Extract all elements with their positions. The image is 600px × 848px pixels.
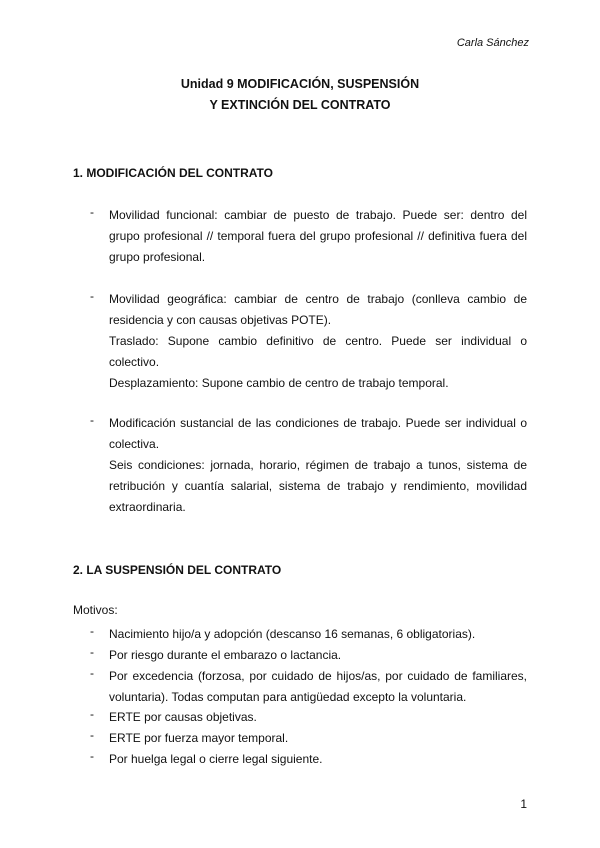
list-dash: - (90, 666, 94, 680)
document-title (0, 74, 600, 116)
list-item-text: Desplazamiento: Supone cambio de centro de trabajo temporal. (109, 376, 449, 390)
list-item-text: Seis condiciones: jornada, horario, régimen de trabajo a tunos, sistema de retribución y cuantía salarial, sistema de trabajo y rendimiento, movilidad extraordinaria. (109, 458, 527, 514)
list-item (90, 413, 527, 518)
section-1-heading: 1. MODIFICACIÓN DEL CONTRATO (73, 166, 274, 180)
list-item (90, 289, 527, 394)
list-dash: - (90, 413, 94, 427)
list-item-text: Por riesgo durante el embarazo o lactancia. (109, 648, 342, 662)
list-item (90, 624, 527, 645)
list-item-text: Movilidad geográfica: cambiar de centro de trabajo (conlleva cambio de residencia y con causas objetivas POTE). (109, 292, 527, 327)
title-line-1: Unidad 9 MODIFICACIÓN, SUSPENSIÓN (180, 77, 420, 91)
list-dash: - (90, 749, 94, 763)
list-item-text: ERTE por causas objetivas. (109, 710, 257, 724)
list-dash: - (90, 707, 94, 721)
page-number: 1 (520, 797, 527, 811)
list-dash: - (90, 645, 94, 659)
list-dash: - (90, 289, 94, 303)
section-2-heading: 2. LA SUSPENSIÓN DEL CONTRATO (73, 563, 282, 577)
list-item-text: Traslado: Supone cambio definitivo de centro. Puede ser individual o colectivo. (109, 334, 527, 369)
list-dash: - (90, 624, 94, 638)
list-item-text: Por huelga legal o cierre legal siguiente. (109, 752, 323, 766)
author-name: Carla Sánchez (456, 37, 529, 49)
section-2-intro: Motivos: (73, 603, 118, 617)
list-item-text: Nacimiento hijo/a y adopción (descanso 16 semanas, 6 obligatorias). (109, 627, 476, 641)
list-item (90, 666, 527, 708)
list-dash: - (90, 728, 94, 742)
list-item-text: ERTE por fuerza mayor temporal. (109, 731, 289, 745)
list-item-text: Modificación sustancial de las condiciones de trabajo. Puede ser individual o colectiva. (109, 416, 527, 451)
list-item-text: Movilidad funcional: cambiar de puesto de trabajo. Puede ser: dentro del grupo profesional // temporal fuera del grupo profesional // definitiva fuera del grupo profesional. (109, 208, 527, 264)
list-item (90, 707, 527, 728)
list-item (90, 205, 527, 268)
list-item-text: Por excedencia (forzosa, por cuidado de hijos/as, por cuidado de familiares, voluntaria). Todas computan para antigüedad excepto la voluntaria. (109, 669, 527, 704)
list-dash: - (90, 205, 94, 219)
title-line-2: Y EXTINCIÓN DEL CONTRATO (209, 98, 391, 112)
list-item (90, 749, 527, 770)
list-item (90, 645, 527, 666)
list-item (90, 728, 527, 749)
